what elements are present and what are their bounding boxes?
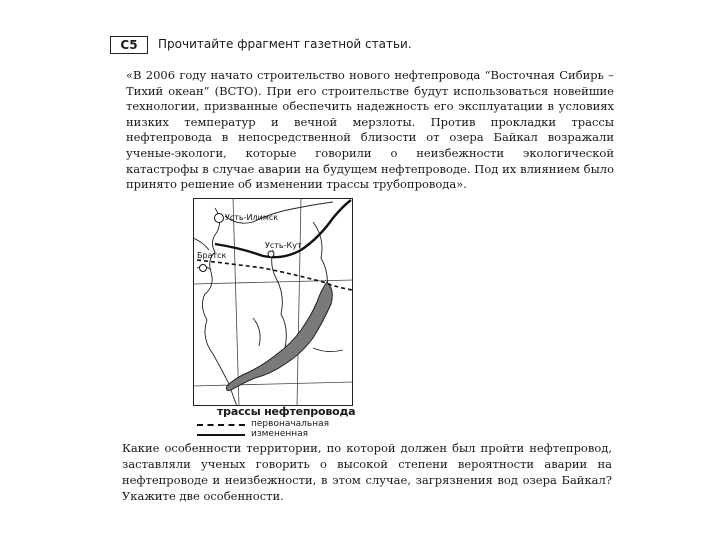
question-text: Какие особенности территории, по которой должен был пройти нефтепровод, заставляли ученых говорить о высокой степени вероятности аварии на нефтепроводе и неизбежности, в этом случае, загрязнения вод озера Байкал? Укажите две особенности.: [122, 441, 612, 503]
city-label-bratsk: Братск: [197, 251, 227, 260]
legend-dashed-line-swatch: [197, 424, 245, 426]
legend-item-changed: [197, 429, 377, 439]
map-drawing: [193, 198, 353, 406]
article-quote: «В 2006 году начато строительство нового нефтепровода “Восточная Сибирь – Тихий океан” (ВСТО). При его строительстве будут использоваться новейшие технологии, призванные обеспечить надежность его эксплуатации в условиях низких температур и вечной мерзлоты. Против прокладки трассы нефтепровода в непосредственной близости от озера Байкал возражали ученые-экологи, которые говорили о неизбежности экологической катастрофы в случае аварии на будущем нефтепроводе. Под их влиянием было принято решение об изменении трассы трубопровода».: [126, 68, 614, 192]
task-number-badge: С5: [110, 36, 148, 54]
legend-solid-line-swatch: [197, 434, 245, 436]
task-header: [110, 36, 610, 56]
legend-title: трассы нефтепровода: [217, 405, 356, 418]
task-instruction: Прочитайте фрагмент газетной статьи.: [158, 37, 412, 51]
city-marker-bratsk: [200, 265, 207, 272]
city-marker-ust-kut: [268, 251, 274, 257]
legend-item-original: [197, 419, 377, 429]
city-label-ust-kut: Усть-Кут: [265, 241, 302, 250]
map-legend: [197, 405, 377, 439]
city-marker-ust-ilimsk: [215, 214, 224, 223]
city-label-ust-ilimsk: Усть-Илимск: [225, 213, 279, 222]
legend-item-label: измененная: [251, 429, 309, 439]
pipeline-map: [193, 198, 353, 406]
legend-item-label: первоначальная: [251, 419, 330, 429]
